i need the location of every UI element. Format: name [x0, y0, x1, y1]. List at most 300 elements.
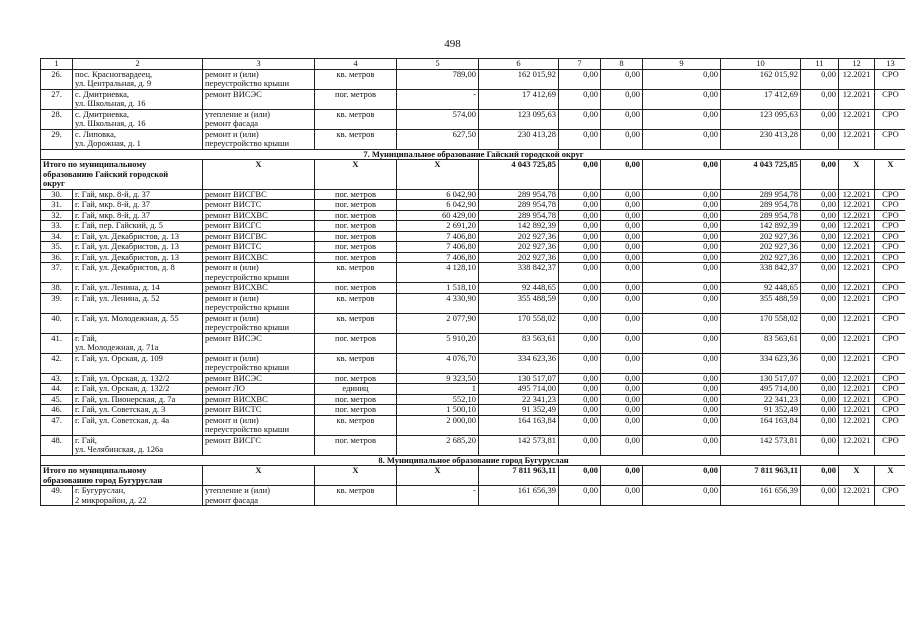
col8-value: 0,00	[601, 242, 643, 253]
total-col8: 0,00	[601, 160, 643, 190]
total-cost: 17 412,69	[479, 89, 559, 109]
col10-value: 123 095,63	[721, 109, 801, 129]
completion-date: 12.2021	[839, 252, 875, 263]
unit: кв. метров	[315, 293, 397, 313]
col11-value: 0,00	[801, 89, 839, 109]
address: с. Дмитриевка, ул. Школьная, д. 16	[73, 109, 203, 129]
total-col9: 0,00	[643, 160, 721, 190]
address: с. Дмитриевка, ул. Школьная, д. 16	[73, 89, 203, 109]
col10-value: 164 163,84	[721, 415, 801, 435]
col11-value: 0,00	[801, 263, 839, 283]
completion-date: 12.2021	[839, 189, 875, 200]
total-col7: 0,00	[559, 160, 601, 190]
total-col10: 4 043 725,85	[721, 160, 801, 190]
completion-date: 12.2021	[839, 333, 875, 353]
col11-value: 0,00	[801, 200, 839, 211]
address: г. Гай, мкр. 8-й, д. 37	[73, 189, 203, 200]
work-type: ремонт ВИСГС	[203, 221, 315, 232]
table-row	[41, 435, 905, 455]
row-number: 43.	[41, 373, 73, 384]
col10-value: 202 927,36	[721, 231, 801, 242]
quantity: 2 685,20	[397, 435, 479, 455]
total-cost: 142 892,39	[479, 221, 559, 232]
total-cost: 164 163,84	[479, 415, 559, 435]
total-cost: 202 927,36	[479, 242, 559, 253]
address: г. Гай, ул. Декабристов, д. 13	[73, 231, 203, 242]
col11-value: 0,00	[801, 313, 839, 333]
col8-value: 0,00	[601, 353, 643, 373]
total-cost: 91 352,49	[479, 405, 559, 416]
total-qty: X	[397, 466, 479, 486]
unit: пог. метров	[315, 373, 397, 384]
funding-method: СРО	[875, 210, 905, 221]
total-cost: 161 656,39	[479, 486, 559, 506]
unit: пог. метров	[315, 189, 397, 200]
col9-value: 0,00	[643, 373, 721, 384]
total-col7: 0,00	[559, 466, 601, 486]
table-row	[41, 231, 905, 242]
funding-method: СРО	[875, 252, 905, 263]
column-number-header: 10	[721, 59, 801, 70]
funding-method: СРО	[875, 242, 905, 253]
col7-value: 0,00	[559, 373, 601, 384]
address: г. Гай, мкр. 8-й, д. 37	[73, 200, 203, 211]
col9-value: 0,00	[643, 252, 721, 263]
unit: пог. метров	[315, 283, 397, 294]
col11-value: 0,00	[801, 189, 839, 200]
table-row	[41, 313, 905, 333]
funding-method: СРО	[875, 200, 905, 211]
col11-value: 0,00	[801, 129, 839, 149]
col10-value: 334 623,36	[721, 353, 801, 373]
col8-value: 0,00	[601, 293, 643, 313]
completion-date: 12.2021	[839, 435, 875, 455]
col10-value: 202 927,36	[721, 252, 801, 263]
col8-value: 0,00	[601, 283, 643, 294]
col11-value: 0,00	[801, 210, 839, 221]
total-cost: 202 927,36	[479, 231, 559, 242]
quantity: 60 429,00	[397, 210, 479, 221]
quantity: -	[397, 89, 479, 109]
funding-method: СРО	[875, 415, 905, 435]
quantity: 2 000,00	[397, 415, 479, 435]
col8-value: 0,00	[601, 486, 643, 506]
quantity: 7 406,80	[397, 231, 479, 242]
total-cost: 83 563,61	[479, 333, 559, 353]
work-type: ремонт ЛО	[203, 384, 315, 395]
total-cost: 92 448,65	[479, 283, 559, 294]
total-cost: 495 714,00	[479, 384, 559, 395]
work-type: ремонт ВИСТС	[203, 242, 315, 253]
column-number-header: 2	[73, 59, 203, 70]
section-header-row	[41, 149, 905, 160]
work-type: ремонт и (или) переустройство крыши	[203, 293, 315, 313]
total-cost: 22 341,23	[479, 394, 559, 405]
unit: кв. метров	[315, 109, 397, 129]
col10-value: 142 892,39	[721, 221, 801, 232]
column-number-header: 5	[397, 59, 479, 70]
work-type: ремонт ВИСЭС	[203, 333, 315, 353]
work-type: ремонт ВИСГВС	[203, 189, 315, 200]
row-number: 41.	[41, 333, 73, 353]
total-cost: 334 623,36	[479, 353, 559, 373]
col11-value: 0,00	[801, 221, 839, 232]
funding-method: СРО	[875, 231, 905, 242]
col7-value: 0,00	[559, 313, 601, 333]
col9-value: 0,00	[643, 69, 721, 89]
quantity: 4 076,70	[397, 353, 479, 373]
table-row	[41, 333, 905, 353]
table-row	[41, 189, 905, 200]
col9-value: 0,00	[643, 242, 721, 253]
column-number-header: 7	[559, 59, 601, 70]
col11-value: 0,00	[801, 252, 839, 263]
completion-date: 12.2021	[839, 293, 875, 313]
total-row	[41, 160, 905, 190]
completion-date: 12.2021	[839, 486, 875, 506]
unit: кв. метров	[315, 69, 397, 89]
work-type: ремонт и (или) переустройство крыши	[203, 415, 315, 435]
address: г. Гай, ул. Декабристов, д. 13	[73, 242, 203, 253]
work-type: ремонт ВИСХВС	[203, 394, 315, 405]
completion-date: 12.2021	[839, 384, 875, 395]
row-number: 36.	[41, 252, 73, 263]
col9-value: 0,00	[643, 293, 721, 313]
table-row	[41, 129, 905, 149]
completion-date: 12.2021	[839, 231, 875, 242]
quantity: 1	[397, 384, 479, 395]
unit: пог. метров	[315, 210, 397, 221]
col11-value: 0,00	[801, 69, 839, 89]
work-type: ремонт и (или) переустройство крыши	[203, 313, 315, 333]
col7-value: 0,00	[559, 210, 601, 221]
col9-value: 0,00	[643, 210, 721, 221]
funding-method: СРО	[875, 486, 905, 506]
work-type: ремонт ВИСТС	[203, 200, 315, 211]
col9-value: 0,00	[643, 109, 721, 129]
unit: кв. метров	[315, 313, 397, 333]
total-method: X	[875, 160, 905, 190]
quantity: 6 042,90	[397, 189, 479, 200]
funding-method: СРО	[875, 189, 905, 200]
column-number-header: 6	[479, 59, 559, 70]
total-cost: 338 842,37	[479, 263, 559, 283]
col7-value: 0,00	[559, 200, 601, 211]
address: г. Гай, ул. Декабристов, д. 8	[73, 263, 203, 283]
col10-value: 289 954,78	[721, 189, 801, 200]
total-cost: 7 811 963,11	[479, 466, 559, 486]
funding-method: СРО	[875, 283, 905, 294]
col11-value: 0,00	[801, 384, 839, 395]
completion-date: 12.2021	[839, 129, 875, 149]
row-number: 44.	[41, 384, 73, 395]
address: г. Гай, ул. Орская, д. 109	[73, 353, 203, 373]
funding-method: СРО	[875, 394, 905, 405]
completion-date: 12.2021	[839, 242, 875, 253]
row-number: 47.	[41, 415, 73, 435]
col11-value: 0,00	[801, 353, 839, 373]
col8-value: 0,00	[601, 221, 643, 232]
address: пос. Красногвардеец, ул. Центральная, д. 9	[73, 69, 203, 89]
col10-value: 142 573,81	[721, 435, 801, 455]
funding-method: СРО	[875, 109, 905, 129]
col9-value: 0,00	[643, 353, 721, 373]
col9-value: 0,00	[643, 313, 721, 333]
col8-value: 0,00	[601, 200, 643, 211]
completion-date: 12.2021	[839, 405, 875, 416]
completion-date: 12.2021	[839, 200, 875, 211]
col8-value: 0,00	[601, 252, 643, 263]
row-number: 30.	[41, 189, 73, 200]
table-body	[41, 69, 905, 506]
address: г. Гай, ул. Челябинская, д. 126а	[73, 435, 203, 455]
completion-date: 12.2021	[839, 69, 875, 89]
col11-value: 0,00	[801, 373, 839, 384]
table-row	[41, 109, 905, 129]
total-cost: 130 517,07	[479, 373, 559, 384]
col7-value: 0,00	[559, 263, 601, 283]
col9-value: 0,00	[643, 394, 721, 405]
unit: кв. метров	[315, 263, 397, 283]
address: г. Гай, ул. Советская, д. 4а	[73, 415, 203, 435]
total-col8: 0,00	[601, 466, 643, 486]
address: г. Гай, пер. Гайский, д. 5	[73, 221, 203, 232]
col10-value: 130 517,07	[721, 373, 801, 384]
total-cost: 142 573,81	[479, 435, 559, 455]
table-row	[41, 384, 905, 395]
row-number: 27.	[41, 89, 73, 109]
col10-value: 289 954,78	[721, 210, 801, 221]
table-row	[41, 293, 905, 313]
table-row	[41, 210, 905, 221]
col11-value: 0,00	[801, 435, 839, 455]
quantity: 552,10	[397, 394, 479, 405]
col11-value: 0,00	[801, 242, 839, 253]
col7-value: 0,00	[559, 435, 601, 455]
address: г. Гай, ул. Пионерская, д. 7а	[73, 394, 203, 405]
col8-value: 0,00	[601, 89, 643, 109]
col10-value: 162 015,92	[721, 69, 801, 89]
col7-value: 0,00	[559, 394, 601, 405]
unit: кв. метров	[315, 415, 397, 435]
work-type: ремонт ВИСЭС	[203, 89, 315, 109]
total-label: Итого по муниципальному образованию Гайский городской округ	[41, 160, 203, 190]
table-row	[41, 486, 905, 506]
unit: пог. метров	[315, 333, 397, 353]
total-row	[41, 466, 905, 486]
total-cost: 4 043 725,85	[479, 160, 559, 190]
work-type: ремонт ВИСХВС	[203, 252, 315, 263]
unit: пог. метров	[315, 252, 397, 263]
address: г. Гай, ул. Ленина, д. 14	[73, 283, 203, 294]
col10-value: 355 488,59	[721, 293, 801, 313]
unit: пог. метров	[315, 242, 397, 253]
capital-repair-table	[40, 58, 905, 506]
col8-value: 0,00	[601, 210, 643, 221]
address: г. Гай, мкр. 8-й, д. 37	[73, 210, 203, 221]
quantity: -	[397, 486, 479, 506]
row-number: 33.	[41, 221, 73, 232]
col10-value: 92 448,65	[721, 283, 801, 294]
unit: пог. метров	[315, 435, 397, 455]
row-number: 28.	[41, 109, 73, 129]
address: г. Гай, ул. Молодежная, д. 71а	[73, 333, 203, 353]
quantity: 627,50	[397, 129, 479, 149]
col8-value: 0,00	[601, 405, 643, 416]
row-number: 39.	[41, 293, 73, 313]
col7-value: 0,00	[559, 293, 601, 313]
completion-date: 12.2021	[839, 313, 875, 333]
funding-method: СРО	[875, 384, 905, 395]
col9-value: 0,00	[643, 200, 721, 211]
total-cost: 162 015,92	[479, 69, 559, 89]
quantity: 9 323,50	[397, 373, 479, 384]
col10-value: 91 352,49	[721, 405, 801, 416]
table-row	[41, 373, 905, 384]
work-type: ремонт и (или) переустройство крыши	[203, 69, 315, 89]
column-number-header: 9	[643, 59, 721, 70]
col11-value: 0,00	[801, 333, 839, 353]
funding-method: СРО	[875, 373, 905, 384]
col10-value: 202 927,36	[721, 242, 801, 253]
total-work: X	[203, 466, 315, 486]
quantity: 7 406,80	[397, 242, 479, 253]
column-number-header: 13	[875, 59, 905, 70]
col10-value: 230 413,28	[721, 129, 801, 149]
col11-value: 0,00	[801, 405, 839, 416]
funding-method: СРО	[875, 313, 905, 333]
quantity: 2 077,90	[397, 313, 479, 333]
col7-value: 0,00	[559, 231, 601, 242]
row-number: 46.	[41, 405, 73, 416]
table-header	[41, 59, 905, 70]
quantity: 7 406,80	[397, 252, 479, 263]
address: г. Гай, ул. Орская, д. 132/2	[73, 373, 203, 384]
col8-value: 0,00	[601, 129, 643, 149]
col7-value: 0,00	[559, 405, 601, 416]
quantity: 2 691,20	[397, 221, 479, 232]
total-label: Итого по муниципальному образованию город Бугуруслан	[41, 466, 203, 486]
col8-value: 0,00	[601, 313, 643, 333]
row-number: 48.	[41, 435, 73, 455]
completion-date: 12.2021	[839, 221, 875, 232]
total-cost: 355 488,59	[479, 293, 559, 313]
table-row	[41, 353, 905, 373]
total-col11: 0,00	[801, 466, 839, 486]
row-number: 45.	[41, 394, 73, 405]
column-number-header: 1	[41, 59, 73, 70]
col8-value: 0,00	[601, 231, 643, 242]
quantity: 1 500,10	[397, 405, 479, 416]
row-number: 26.	[41, 69, 73, 89]
unit: пог. метров	[315, 231, 397, 242]
col7-value: 0,00	[559, 283, 601, 294]
quantity: 5 910,20	[397, 333, 479, 353]
total-work: X	[203, 160, 315, 190]
funding-method: СРО	[875, 69, 905, 89]
total-cost: 230 413,28	[479, 129, 559, 149]
col9-value: 0,00	[643, 231, 721, 242]
completion-date: 12.2021	[839, 353, 875, 373]
col9-value: 0,00	[643, 486, 721, 506]
table-row	[41, 221, 905, 232]
total-cost: 202 927,36	[479, 252, 559, 263]
total-col10: 7 811 963,11	[721, 466, 801, 486]
row-number: 29.	[41, 129, 73, 149]
col10-value: 17 412,69	[721, 89, 801, 109]
unit: единиц	[315, 384, 397, 395]
work-type: ремонт ВИСХВС	[203, 210, 315, 221]
quantity: 6 042,90	[397, 200, 479, 211]
table-row	[41, 283, 905, 294]
col7-value: 0,00	[559, 89, 601, 109]
total-date: X	[839, 466, 875, 486]
col7-value: 0,00	[559, 129, 601, 149]
row-number: 42.	[41, 353, 73, 373]
address: г. Гай, ул. Декабристов, д. 13	[73, 252, 203, 263]
work-type: утепление и (или) ремонт фасада	[203, 486, 315, 506]
col10-value: 338 842,37	[721, 263, 801, 283]
column-number-header: 12	[839, 59, 875, 70]
work-type: ремонт ВИСХВС	[203, 283, 315, 294]
table-row	[41, 263, 905, 283]
total-date: X	[839, 160, 875, 190]
funding-method: СРО	[875, 333, 905, 353]
col9-value: 0,00	[643, 129, 721, 149]
work-type: ремонт ВИСЭС	[203, 373, 315, 384]
quantity: 4 330,90	[397, 293, 479, 313]
table-row	[41, 69, 905, 89]
col7-value: 0,00	[559, 486, 601, 506]
col8-value: 0,00	[601, 415, 643, 435]
unit: кв. метров	[315, 129, 397, 149]
total-col11: 0,00	[801, 160, 839, 190]
row-number: 32.	[41, 210, 73, 221]
column-number-header: 4	[315, 59, 397, 70]
col10-value: 161 656,39	[721, 486, 801, 506]
address: г. Гай, ул. Молодежная, д. 55	[73, 313, 203, 333]
col11-value: 0,00	[801, 231, 839, 242]
col8-value: 0,00	[601, 189, 643, 200]
completion-date: 12.2021	[839, 89, 875, 109]
section-header-row	[41, 455, 905, 466]
col8-value: 0,00	[601, 435, 643, 455]
completion-date: 12.2021	[839, 283, 875, 294]
completion-date: 12.2021	[839, 373, 875, 384]
col8-value: 0,00	[601, 109, 643, 129]
col7-value: 0,00	[559, 69, 601, 89]
work-type: ремонт ВИСГВС	[203, 231, 315, 242]
col9-value: 0,00	[643, 263, 721, 283]
completion-date: 12.2021	[839, 210, 875, 221]
completion-date: 12.2021	[839, 394, 875, 405]
unit: кв. метров	[315, 486, 397, 506]
table-row	[41, 89, 905, 109]
col9-value: 0,00	[643, 89, 721, 109]
completion-date: 12.2021	[839, 415, 875, 435]
col7-value: 0,00	[559, 415, 601, 435]
unit: пог. метров	[315, 405, 397, 416]
funding-method: СРО	[875, 353, 905, 373]
row-number: 31.	[41, 200, 73, 211]
row-number: 40.	[41, 313, 73, 333]
col8-value: 0,00	[601, 384, 643, 395]
quantity: 1 518,10	[397, 283, 479, 294]
table-row	[41, 405, 905, 416]
col9-value: 0,00	[643, 435, 721, 455]
table-row	[41, 200, 905, 211]
total-unit: X	[315, 160, 397, 190]
